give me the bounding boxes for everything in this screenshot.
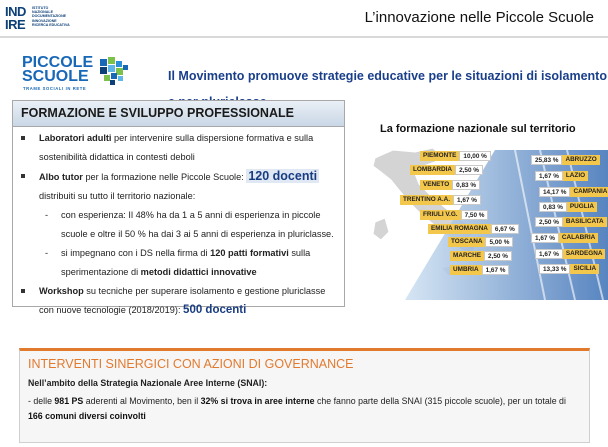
indire-logo-text: ISTITUTO NAZIONALE DOCUMENTAZIONE INNOVAZIONE RICERCA EDUCATIVA <box>32 6 70 27</box>
region-puglia: 0,83 % PUGLIA <box>539 202 597 212</box>
logo-tagline: TRAME SOCIALI IN RETE <box>23 86 87 91</box>
governance-subtitle: Nell’ambito della Strategia Nazionale Aree Interne (SNAI): <box>28 378 268 388</box>
region-friuli: FRIULI V.G. 7,50 % <box>420 210 488 220</box>
highlight-120-docenti: 120 docenti <box>248 169 318 183</box>
map-title: La formazione nazionale sul territorio <box>380 123 576 135</box>
indire-logo <box>5 5 69 33</box>
region-marche: MARCHE 2,50 % <box>450 251 512 261</box>
region-abruzzo: 25,83 % ABRUZZO <box>531 155 600 165</box>
movement-statement: Il Movimento promuove strategie educative per le situazioni di isolamento <box>168 69 607 83</box>
region-lazio: 1,67 % LAZIO <box>535 171 588 181</box>
formazione-panel <box>12 100 345 316</box>
formazione-content <box>13 127 344 320</box>
logo-mosaic-icon <box>100 57 130 87</box>
governance-title: INTERVENTI SINERGICI CON AZIONI DI GOVERNANCE <box>28 357 354 371</box>
logo-word-scuole: SCUOLE <box>22 68 89 85</box>
sub-bullet-esperienza: - con esperienza: Il 48% ha da 1 a 5 anni di esperienza in piccole scuole e oltre il 50 % ha dai 3 ai 5 anni di esperienza in pluriclasse. <box>19 206 336 244</box>
italy-map-area <box>345 140 608 300</box>
region-umbria: UMBRIA 1,67 % <box>450 265 509 275</box>
bullet-laboratori: Laboratori adulti per intervenire sulla dispersione formativa e sulla sostenibilità didattica in contesti deboli <box>19 129 336 167</box>
region-trentino: TRENTINO A.A. 1,67 % <box>400 195 481 205</box>
bullet-albo-tutor: Albo tutor per la formazione nelle Piccole Scuole: 120 docenti distribuiti su tutto il territorio nazionale: <box>19 167 336 206</box>
governance-text: - delle 981 PS aderenti al Movimento, ben il 32% si trova in aree interne che fanno parte della SNAI (315 piccole scuole), per un totale di 166 comuni diversi coinvolti <box>28 396 566 421</box>
region-calabria: 1,67 % CALABRIA <box>531 233 598 243</box>
header-divider <box>0 36 608 38</box>
region-emilia-romagna: EMILIA ROMAGNA 6,67 % <box>428 224 519 234</box>
highlight-500-docenti: 500 docenti <box>183 304 247 316</box>
slide-title: L’innovazione nelle Piccole Scuole <box>364 9 594 26</box>
region-toscana: TOSCANA 5,00 % <box>448 237 513 247</box>
region-campania: 14,17 % CAMPANIA <box>539 187 608 197</box>
piccole-scuole-logo <box>22 55 138 95</box>
formazione-title: FORMAZIONE E SVILUPPO PROFESSIONALE <box>13 101 344 127</box>
region-lombardia: LOMBARDIA 2,50 % <box>410 165 483 175</box>
bullet-workshop: Workshop su tecniche per superare isolamento e gestione pluriclasse con nuove tecnologie (2018/2019): 500 docenti <box>19 282 336 320</box>
sub-bullet-patti: - si impegnano con i DS nella firma di 120 patti formativi sulla sperimentazione di metodi didattici innovative <box>19 244 336 282</box>
region-sardegna: 1,67 % SARDEGNA <box>535 249 605 259</box>
region-sicilia: 13,33 % SICILIA <box>539 264 599 274</box>
indire-logo-mark: IND IRE <box>5 4 26 32</box>
header-bar <box>0 0 608 38</box>
region-piemonte: PIEMONTE 10,00 % <box>420 151 491 161</box>
region-veneto: VENETO 0,83 % <box>420 180 480 190</box>
region-basilicata: 2,50 % BASILICATA <box>535 217 607 227</box>
governance-panel <box>19 348 590 443</box>
logo-word-piccole: PICCOLE <box>22 54 94 71</box>
